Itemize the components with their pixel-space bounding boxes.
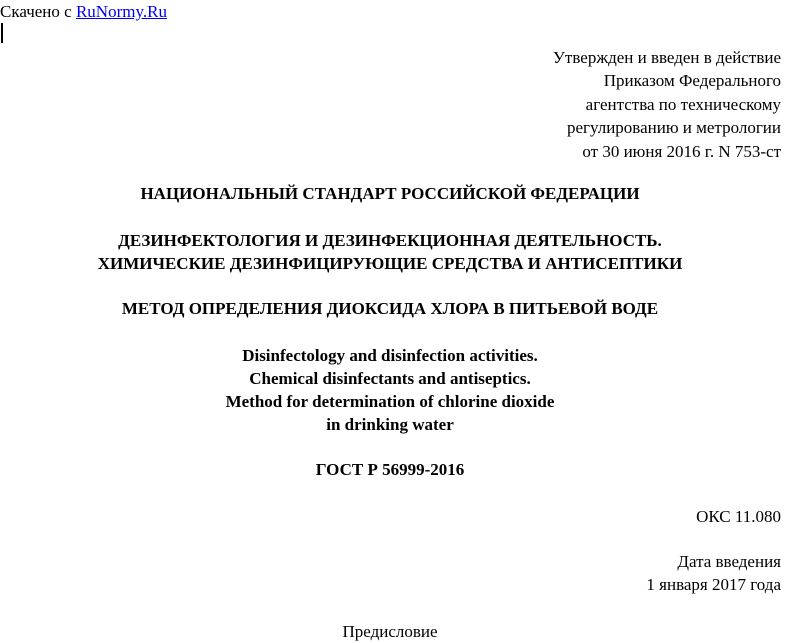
english-title-line: Method for determination of chlorine dioxide	[225, 392, 555, 411]
approval-line: от 30 июня 2016 г. N 753-ст	[582, 141, 781, 161]
introduction-date: 1 января 2017 года	[646, 575, 781, 594]
runormy-link[interactable]: RuNormy.Ru	[75, 2, 167, 21]
approval-line: агентства по техническому	[585, 94, 781, 114]
introduction-label: Дата введения	[677, 552, 781, 571]
source-prefix: Скачено с	[0, 2, 72, 21]
approval-block	[553, 46, 781, 163]
approval-line: Утвержден и введен в действие	[552, 48, 781, 67]
english-title-line: Chemical disinfectants and antiseptics.	[249, 369, 531, 388]
subject-heading	[0, 229, 780, 275]
text-cursor	[1, 23, 3, 43]
subject-line-1: ДЕЗИНФЕКТОЛОГИЯ И ДЕЗИНФЕКЦИОННАЯ ДЕЯТЕЛЬНОСТЬ.	[118, 231, 662, 250]
gost-number: ГОСТ Р 56999-2016	[315, 460, 465, 479]
english-title-line: in drinking water	[326, 415, 454, 434]
foreword-heading: Предисловие	[342, 622, 438, 641]
introduction-date-block	[646, 550, 781, 596]
standard-type-heading	[0, 182, 780, 205]
source-line	[0, 2, 167, 22]
english-title-line: Disinfectology and disinfection activities.	[242, 346, 538, 365]
subject-line-2: ХИМИЧЕСКИЕ ДЕЗИНФИЦИРУЮЩИЕ СРЕДСТВА И АНТИСЕПТИКИ	[97, 254, 683, 273]
english-title-block	[0, 344, 780, 436]
standard-type-text: НАЦИОНАЛЬНЫЙ СТАНДАРТ РОССИЙСКОЙ ФЕДЕРАЦИИ	[140, 184, 640, 203]
method-heading	[0, 297, 780, 320]
gost-number-block	[0, 458, 780, 481]
approval-line: регулированию и метрологии	[566, 118, 781, 138]
approval-line: Приказом Федерального	[603, 71, 781, 91]
method-title: МЕТОД ОПРЕДЕЛЕНИЯ ДИОКСИДА ХЛОРА В ПИТЬЕВОЙ ВОДЕ	[121, 299, 659, 318]
oks-code: ОКС 11.080	[696, 507, 781, 526]
